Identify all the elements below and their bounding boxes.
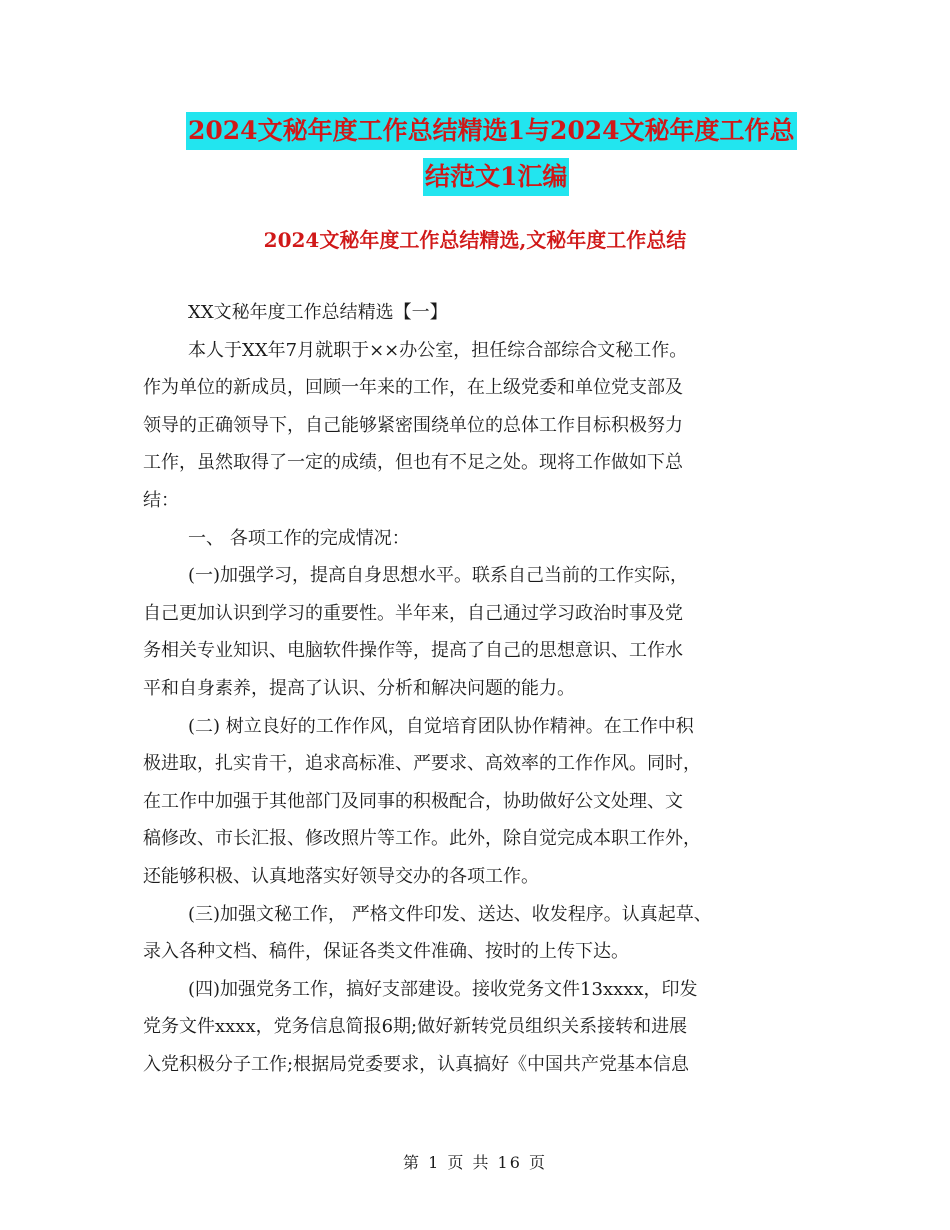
page-footer: 第 1 页 共 16 页: [403, 1153, 547, 1172]
paragraph-line: 作为单位的新成员，回顾一年来的工作，在上级党委和单位党支部及: [143, 377, 683, 399]
paragraph-line: 入党积极分子工作;根据局党委要求，认真搞好《中国共产党基本信息: [143, 1053, 690, 1075]
paragraph-line: (三)加强文秘工作， 严格文件印发、送达、收发程序。认真起草、: [188, 903, 712, 925]
paragraph-line: 稿修改、市长汇报、修改照片等工作。此外，除自觉完成本职工作外，: [143, 828, 701, 850]
paragraph-line: 党务文件xxxx，党务信息简报6期;做好新转党员组织关系接转和进展: [143, 1016, 688, 1038]
paragraph-line: 录入各种文档、稿件，保证各类文件准确、按时的上传下达。: [143, 941, 629, 963]
paragraph-line: 自己更加认识到学习的重要性。半年来，自己通过学习政治时事及党: [143, 602, 683, 624]
paragraph-line: 平和自身素养，提高了认识、分析和解决问题的能力。: [143, 677, 575, 699]
paragraph-line: 在工作中加强于其他部门及同事的积极配合，协助做好公文处理、文: [143, 790, 683, 812]
paragraph-line: (二) 树立良好的工作作风，自觉培育团队协作精神。在工作中积: [188, 715, 694, 737]
paragraph-line: 结：: [143, 489, 179, 511]
paragraph-line: 务相关专业知识、电脑软件操作等，提高了自己的思想意识、工作水: [143, 640, 683, 662]
paragraph-line: 极进取，扎实肯干，追求高标准、严要求、高效率的工作作风。同时，: [143, 753, 701, 775]
paragraph-line: 领导的正确领导下，自己能够紧密围绕单位的总体工作目标积极努力: [143, 414, 683, 436]
paragraph-line: XX文秘年度工作总结精选【一】: [188, 302, 448, 323]
paragraph-line: (一)加强学习，提高自身思想水平。联系自己当前的工作实际，: [188, 565, 689, 587]
title-line-1: 2024文秘年度工作总结精选1与2024文秘年度工作总: [186, 112, 797, 150]
paragraph-line: 本人于XX年7月就职于××办公室，担任综合部综合文秘工作。: [188, 339, 688, 361]
section-heading: 2024文秘年度工作总结精选,文秘年度工作总结: [263, 228, 687, 252]
document-body: [143, 294, 823, 1083]
paragraph-line: 还能够积极、认真地落实好领导交办的各项工作。: [143, 865, 539, 887]
paragraph-line: 一、 各项工作的完成情况：: [188, 527, 410, 549]
paragraph-line: 工作，虽然取得了一定的成绩，但也有不足之处。现将工作做如下总: [143, 452, 683, 474]
paragraph-line: (四)加强党务工作，搞好支部建设。接收党务文件13xxxx，印发: [188, 978, 698, 1000]
title-line-2: 结范文1汇编: [423, 158, 569, 196]
